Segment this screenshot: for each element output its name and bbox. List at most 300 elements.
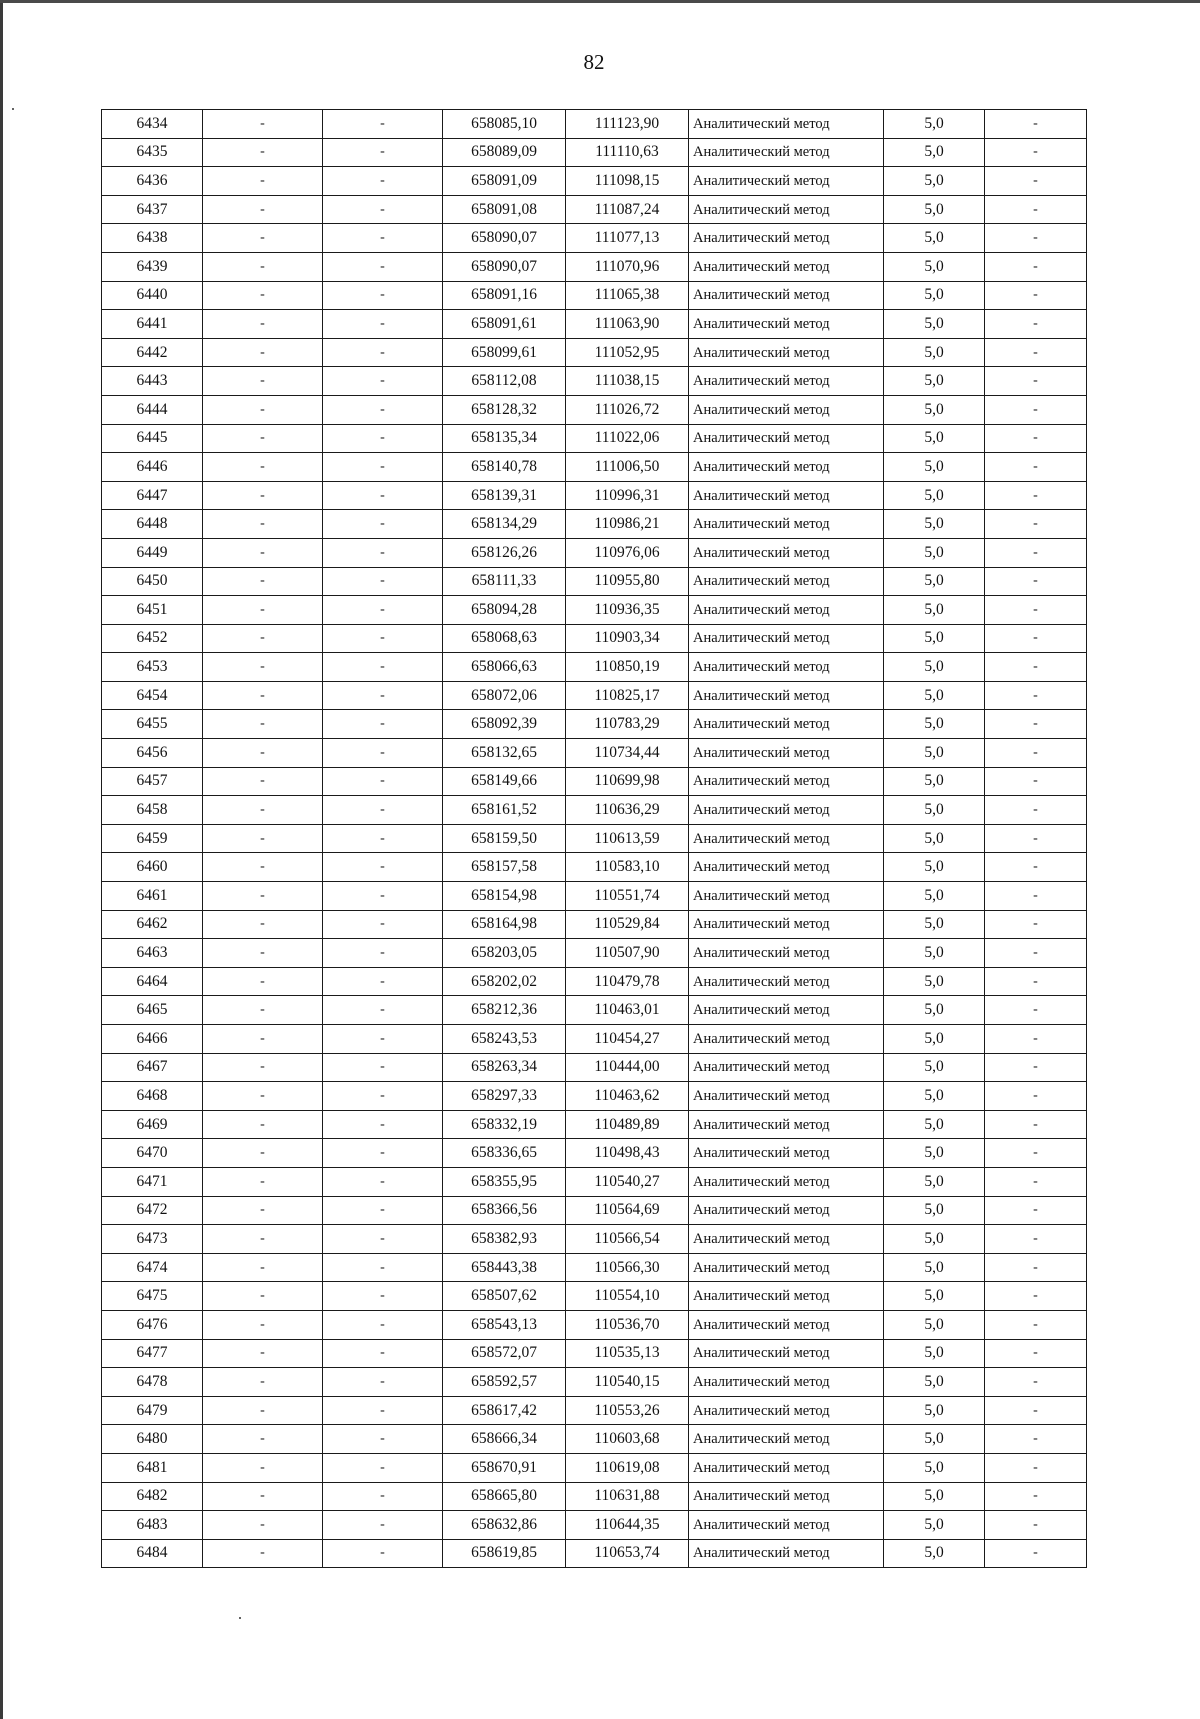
cell-empty-dash: - bbox=[985, 1110, 1087, 1139]
cell-method: Аналитический метод bbox=[689, 624, 884, 653]
cell-point-number: 6484 bbox=[102, 1539, 203, 1568]
cell-accuracy: 5,0 bbox=[884, 767, 985, 796]
cell-accuracy: 5,0 bbox=[884, 1253, 985, 1282]
cell-method: Аналитический метод bbox=[689, 1139, 884, 1168]
cell-empty-dash: - bbox=[323, 1110, 443, 1139]
cell-empty-dash: - bbox=[985, 1482, 1087, 1511]
cell-coordinate-y: 110699,98 bbox=[566, 767, 689, 796]
cell-method: Аналитический метод bbox=[689, 1053, 884, 1082]
cell-coordinate-y: 110489,89 bbox=[566, 1110, 689, 1139]
cell-coordinate-x: 658099,61 bbox=[443, 338, 566, 367]
cell-empty-dash: - bbox=[323, 596, 443, 625]
cell-method: Аналитический метод bbox=[689, 195, 884, 224]
cell-empty-dash: - bbox=[323, 453, 443, 482]
cell-coordinate-y: 110540,15 bbox=[566, 1368, 689, 1397]
cell-accuracy: 5,0 bbox=[884, 1053, 985, 1082]
cell-empty-dash: - bbox=[203, 1196, 323, 1225]
cell-accuracy: 5,0 bbox=[884, 281, 985, 310]
table-row bbox=[102, 310, 1087, 339]
cell-empty-dash: - bbox=[203, 939, 323, 968]
cell-coordinate-y: 110996,31 bbox=[566, 481, 689, 510]
cell-method: Аналитический метод bbox=[689, 1368, 884, 1397]
cell-coordinate-x: 658263,34 bbox=[443, 1053, 566, 1082]
cell-point-number: 6480 bbox=[102, 1425, 203, 1454]
cell-method: Аналитический метод bbox=[689, 939, 884, 968]
cell-coordinate-x: 658355,95 bbox=[443, 1167, 566, 1196]
cell-accuracy: 5,0 bbox=[884, 310, 985, 339]
cell-empty-dash: - bbox=[985, 1082, 1087, 1111]
table-row bbox=[102, 596, 1087, 625]
table-row bbox=[102, 996, 1087, 1025]
cell-empty-dash: - bbox=[323, 939, 443, 968]
cell-empty-dash: - bbox=[985, 710, 1087, 739]
cell-empty-dash: - bbox=[985, 1310, 1087, 1339]
cell-empty-dash: - bbox=[985, 796, 1087, 825]
cell-method: Аналитический метод bbox=[689, 596, 884, 625]
cell-empty-dash: - bbox=[985, 1167, 1087, 1196]
cell-coordinate-y: 110540,27 bbox=[566, 1167, 689, 1196]
cell-empty-dash: - bbox=[203, 567, 323, 596]
cell-accuracy: 5,0 bbox=[884, 1396, 985, 1425]
cell-empty-dash: - bbox=[203, 653, 323, 682]
cell-accuracy: 5,0 bbox=[884, 882, 985, 911]
cell-coordinate-x: 658161,52 bbox=[443, 796, 566, 825]
cell-accuracy: 5,0 bbox=[884, 538, 985, 567]
cell-coordinate-y: 110479,78 bbox=[566, 967, 689, 996]
cell-empty-dash: - bbox=[985, 510, 1087, 539]
table-row bbox=[102, 1253, 1087, 1282]
cell-empty-dash: - bbox=[203, 138, 323, 167]
cell-empty-dash: - bbox=[203, 1139, 323, 1168]
cell-empty-dash: - bbox=[985, 882, 1087, 911]
cell-empty-dash: - bbox=[203, 1110, 323, 1139]
cell-empty-dash: - bbox=[323, 910, 443, 939]
cell-point-number: 6438 bbox=[102, 224, 203, 253]
cell-method: Аналитический метод bbox=[689, 1453, 884, 1482]
cell-point-number: 6451 bbox=[102, 596, 203, 625]
cell-point-number: 6483 bbox=[102, 1511, 203, 1540]
cell-coordinate-x: 658443,38 bbox=[443, 1253, 566, 1282]
cell-point-number: 6448 bbox=[102, 510, 203, 539]
cell-coordinate-y: 111098,15 bbox=[566, 167, 689, 196]
cell-method: Аналитический метод bbox=[689, 796, 884, 825]
cell-coordinate-x: 658665,80 bbox=[443, 1482, 566, 1511]
table-row bbox=[102, 624, 1087, 653]
table-row bbox=[102, 252, 1087, 281]
table-row bbox=[102, 395, 1087, 424]
cell-empty-dash: - bbox=[985, 1368, 1087, 1397]
cell-accuracy: 5,0 bbox=[884, 1511, 985, 1540]
table-row bbox=[102, 739, 1087, 768]
table-row bbox=[102, 653, 1087, 682]
cell-accuracy: 5,0 bbox=[884, 195, 985, 224]
table-row bbox=[102, 1511, 1087, 1540]
cell-empty-dash: - bbox=[323, 510, 443, 539]
cell-method: Аналитический метод bbox=[689, 1167, 884, 1196]
cell-accuracy: 5,0 bbox=[884, 1225, 985, 1254]
table-row bbox=[102, 167, 1087, 196]
cell-coordinate-x: 658072,06 bbox=[443, 681, 566, 710]
cell-coordinate-y: 111022,06 bbox=[566, 424, 689, 453]
cell-coordinate-y: 110507,90 bbox=[566, 939, 689, 968]
table-row bbox=[102, 710, 1087, 739]
cell-point-number: 6475 bbox=[102, 1282, 203, 1311]
cell-coordinate-y: 110553,26 bbox=[566, 1396, 689, 1425]
cell-coordinate-x: 658382,93 bbox=[443, 1225, 566, 1254]
cell-empty-dash: - bbox=[985, 853, 1087, 882]
cell-accuracy: 5,0 bbox=[884, 681, 985, 710]
cell-coordinate-x: 658094,28 bbox=[443, 596, 566, 625]
cell-empty-dash: - bbox=[203, 481, 323, 510]
table-row bbox=[102, 424, 1087, 453]
coordinates-table-body bbox=[102, 110, 1087, 1568]
cell-empty-dash: - bbox=[985, 1539, 1087, 1568]
cell-coordinate-y: 110653,74 bbox=[566, 1539, 689, 1568]
cell-coordinate-y: 110976,06 bbox=[566, 538, 689, 567]
table-row bbox=[102, 1110, 1087, 1139]
cell-empty-dash: - bbox=[323, 653, 443, 682]
cell-empty-dash: - bbox=[203, 424, 323, 453]
cell-point-number: 6440 bbox=[102, 281, 203, 310]
cell-point-number: 6443 bbox=[102, 367, 203, 396]
cell-method: Аналитический метод bbox=[689, 1339, 884, 1368]
cell-point-number: 6473 bbox=[102, 1225, 203, 1254]
cell-point-number: 6435 bbox=[102, 138, 203, 167]
cell-method: Аналитический метод bbox=[689, 395, 884, 424]
table-row bbox=[102, 967, 1087, 996]
table-row bbox=[102, 1368, 1087, 1397]
cell-method: Аналитический метод bbox=[689, 824, 884, 853]
cell-empty-dash: - bbox=[323, 967, 443, 996]
cell-empty-dash: - bbox=[323, 1482, 443, 1511]
cell-empty-dash: - bbox=[203, 1310, 323, 1339]
cell-coordinate-y: 110850,19 bbox=[566, 653, 689, 682]
table-row bbox=[102, 1339, 1087, 1368]
cell-method: Аналитический метод bbox=[689, 424, 884, 453]
cell-empty-dash: - bbox=[203, 252, 323, 281]
cell-coordinate-x: 658132,65 bbox=[443, 739, 566, 768]
cell-point-number: 6436 bbox=[102, 167, 203, 196]
cell-accuracy: 5,0 bbox=[884, 1025, 985, 1054]
table-row bbox=[102, 824, 1087, 853]
cell-empty-dash: - bbox=[203, 395, 323, 424]
cell-point-number: 6468 bbox=[102, 1082, 203, 1111]
cell-point-number: 6462 bbox=[102, 910, 203, 939]
table-row bbox=[102, 681, 1087, 710]
cell-empty-dash: - bbox=[203, 510, 323, 539]
cell-method: Аналитический метод bbox=[689, 252, 884, 281]
cell-point-number: 6479 bbox=[102, 1396, 203, 1425]
cell-accuracy: 5,0 bbox=[884, 424, 985, 453]
cell-coordinate-x: 658666,34 bbox=[443, 1425, 566, 1454]
cell-coordinate-x: 658159,50 bbox=[443, 824, 566, 853]
cell-empty-dash: - bbox=[323, 882, 443, 911]
cell-point-number: 6457 bbox=[102, 767, 203, 796]
cell-coordinate-y: 111070,96 bbox=[566, 252, 689, 281]
cell-coordinate-y: 110463,62 bbox=[566, 1082, 689, 1111]
cell-coordinate-x: 658128,32 bbox=[443, 395, 566, 424]
table-row bbox=[102, 1482, 1087, 1511]
cell-point-number: 6454 bbox=[102, 681, 203, 710]
cell-empty-dash: - bbox=[323, 1025, 443, 1054]
cell-empty-dash: - bbox=[985, 567, 1087, 596]
cell-empty-dash: - bbox=[203, 1368, 323, 1397]
cell-empty-dash: - bbox=[203, 1339, 323, 1368]
table-row bbox=[102, 796, 1087, 825]
cell-method: Аналитический метод bbox=[689, 338, 884, 367]
cell-coordinate-x: 658670,91 bbox=[443, 1453, 566, 1482]
cell-coordinate-x: 658068,63 bbox=[443, 624, 566, 653]
cell-coordinate-y: 110825,17 bbox=[566, 681, 689, 710]
cell-empty-dash: - bbox=[985, 939, 1087, 968]
cell-empty-dash: - bbox=[203, 338, 323, 367]
cell-method: Аналитический метод bbox=[689, 681, 884, 710]
cell-method: Аналитический метод bbox=[689, 367, 884, 396]
cell-empty-dash: - bbox=[203, 1539, 323, 1568]
cell-point-number: 6434 bbox=[102, 110, 203, 139]
cell-coordinate-x: 658336,65 bbox=[443, 1139, 566, 1168]
table-row bbox=[102, 1082, 1087, 1111]
cell-empty-dash: - bbox=[985, 481, 1087, 510]
cell-coordinate-y: 110444,00 bbox=[566, 1053, 689, 1082]
cell-empty-dash: - bbox=[985, 1139, 1087, 1168]
cell-empty-dash: - bbox=[203, 1425, 323, 1454]
cell-coordinate-x: 658091,09 bbox=[443, 167, 566, 196]
cell-coordinate-x: 658090,07 bbox=[443, 224, 566, 253]
cell-accuracy: 5,0 bbox=[884, 1339, 985, 1368]
cell-method: Аналитический метод bbox=[689, 510, 884, 539]
cell-coordinate-y: 110631,88 bbox=[566, 1482, 689, 1511]
cell-method: Аналитический метод bbox=[689, 1196, 884, 1225]
cell-coordinate-y: 111087,24 bbox=[566, 195, 689, 224]
cell-point-number: 6461 bbox=[102, 882, 203, 911]
cell-coordinate-x: 658507,62 bbox=[443, 1282, 566, 1311]
cell-point-number: 6452 bbox=[102, 624, 203, 653]
cell-empty-dash: - bbox=[985, 967, 1087, 996]
cell-coordinate-x: 658139,31 bbox=[443, 481, 566, 510]
cell-point-number: 6456 bbox=[102, 739, 203, 768]
cell-accuracy: 5,0 bbox=[884, 1539, 985, 1568]
cell-coordinate-x: 658091,61 bbox=[443, 310, 566, 339]
cell-accuracy: 5,0 bbox=[884, 510, 985, 539]
cell-accuracy: 5,0 bbox=[884, 167, 985, 196]
cell-method: Аналитический метод bbox=[689, 1253, 884, 1282]
cell-coordinate-x: 658297,33 bbox=[443, 1082, 566, 1111]
cell-method: Аналитический метод bbox=[689, 138, 884, 167]
cell-point-number: 6474 bbox=[102, 1253, 203, 1282]
cell-empty-dash: - bbox=[323, 110, 443, 139]
cell-point-number: 6470 bbox=[102, 1139, 203, 1168]
cell-empty-dash: - bbox=[323, 681, 443, 710]
cell-empty-dash: - bbox=[323, 1368, 443, 1397]
cell-method: Аналитический метод bbox=[689, 110, 884, 139]
cell-coordinate-x: 658154,98 bbox=[443, 882, 566, 911]
cell-coordinate-y: 111065,38 bbox=[566, 281, 689, 310]
cell-method: Аналитический метод bbox=[689, 710, 884, 739]
cell-accuracy: 5,0 bbox=[884, 453, 985, 482]
cell-coordinate-y: 111052,95 bbox=[566, 338, 689, 367]
cell-coordinate-y: 111038,15 bbox=[566, 367, 689, 396]
cell-empty-dash: - bbox=[323, 996, 443, 1025]
cell-empty-dash: - bbox=[985, 624, 1087, 653]
cell-empty-dash: - bbox=[203, 1482, 323, 1511]
cell-coordinate-x: 658212,36 bbox=[443, 996, 566, 1025]
cell-accuracy: 5,0 bbox=[884, 1139, 985, 1168]
table-row bbox=[102, 453, 1087, 482]
cell-accuracy: 5,0 bbox=[884, 739, 985, 768]
cell-point-number: 6464 bbox=[102, 967, 203, 996]
cell-accuracy: 5,0 bbox=[884, 395, 985, 424]
table-row bbox=[102, 367, 1087, 396]
cell-point-number: 6444 bbox=[102, 395, 203, 424]
cell-method: Аналитический метод bbox=[689, 653, 884, 682]
table-row bbox=[102, 110, 1087, 139]
cell-accuracy: 5,0 bbox=[884, 596, 985, 625]
cell-method: Аналитический метод bbox=[689, 853, 884, 882]
cell-coordinate-y: 111110,63 bbox=[566, 138, 689, 167]
cell-empty-dash: - bbox=[203, 996, 323, 1025]
cell-coordinate-y: 110936,35 bbox=[566, 596, 689, 625]
cell-method: Аналитический метод bbox=[689, 996, 884, 1025]
table-row bbox=[102, 910, 1087, 939]
cell-method: Аналитический метод bbox=[689, 538, 884, 567]
cell-empty-dash: - bbox=[985, 1396, 1087, 1425]
cell-empty-dash: - bbox=[203, 624, 323, 653]
cell-empty-dash: - bbox=[203, 310, 323, 339]
cell-accuracy: 5,0 bbox=[884, 967, 985, 996]
cell-coordinate-x: 658243,53 bbox=[443, 1025, 566, 1054]
cell-coordinate-x: 658085,10 bbox=[443, 110, 566, 139]
cell-coordinate-x: 658203,05 bbox=[443, 939, 566, 968]
cell-accuracy: 5,0 bbox=[884, 338, 985, 367]
cell-accuracy: 5,0 bbox=[884, 1110, 985, 1139]
cell-empty-dash: - bbox=[985, 1025, 1087, 1054]
cell-point-number: 6481 bbox=[102, 1453, 203, 1482]
cell-method: Аналитический метод bbox=[689, 1282, 884, 1311]
cell-empty-dash: - bbox=[323, 481, 443, 510]
cell-accuracy: 5,0 bbox=[884, 710, 985, 739]
cell-coordinate-y: 111063,90 bbox=[566, 310, 689, 339]
cell-coordinate-x: 658091,16 bbox=[443, 281, 566, 310]
cell-method: Аналитический метод bbox=[689, 882, 884, 911]
cell-coordinate-y: 110463,01 bbox=[566, 996, 689, 1025]
cell-empty-dash: - bbox=[323, 739, 443, 768]
cell-empty-dash: - bbox=[203, 824, 323, 853]
table-row bbox=[102, 1453, 1087, 1482]
cell-empty-dash: - bbox=[985, 424, 1087, 453]
table-row bbox=[102, 1196, 1087, 1225]
cell-coordinate-y: 110955,80 bbox=[566, 567, 689, 596]
cell-coordinate-y: 110636,29 bbox=[566, 796, 689, 825]
cell-empty-dash: - bbox=[985, 338, 1087, 367]
cell-accuracy: 5,0 bbox=[884, 367, 985, 396]
cell-coordinate-y: 111006,50 bbox=[566, 453, 689, 482]
cell-accuracy: 5,0 bbox=[884, 138, 985, 167]
cell-empty-dash: - bbox=[203, 367, 323, 396]
cell-coordinate-x: 658135,34 bbox=[443, 424, 566, 453]
cell-empty-dash: - bbox=[985, 110, 1087, 139]
cell-empty-dash: - bbox=[203, 281, 323, 310]
cell-point-number: 6460 bbox=[102, 853, 203, 882]
cell-coordinate-y: 111077,13 bbox=[566, 224, 689, 253]
cell-method: Аналитический метод bbox=[689, 453, 884, 482]
cell-coordinate-x: 658091,08 bbox=[443, 195, 566, 224]
cell-empty-dash: - bbox=[985, 596, 1087, 625]
table-row bbox=[102, 1396, 1087, 1425]
cell-empty-dash: - bbox=[203, 167, 323, 196]
cell-coordinate-y: 110536,70 bbox=[566, 1310, 689, 1339]
cell-coordinate-x: 658126,26 bbox=[443, 538, 566, 567]
cell-accuracy: 5,0 bbox=[884, 252, 985, 281]
cell-empty-dash: - bbox=[203, 1253, 323, 1282]
cell-empty-dash: - bbox=[985, 1425, 1087, 1454]
cell-empty-dash: - bbox=[203, 1453, 323, 1482]
table-row bbox=[102, 1053, 1087, 1082]
cell-method: Аналитический метод bbox=[689, 281, 884, 310]
cell-point-number: 6442 bbox=[102, 338, 203, 367]
cell-method: Аналитический метод bbox=[689, 567, 884, 596]
cell-point-number: 6482 bbox=[102, 1482, 203, 1511]
table-row bbox=[102, 1282, 1087, 1311]
cell-coordinate-y: 111026,72 bbox=[566, 395, 689, 424]
table-row bbox=[102, 939, 1087, 968]
cell-empty-dash: - bbox=[985, 910, 1087, 939]
cell-point-number: 6467 bbox=[102, 1053, 203, 1082]
table-row bbox=[102, 1167, 1087, 1196]
cell-coordinate-y: 110554,10 bbox=[566, 1282, 689, 1311]
cell-empty-dash: - bbox=[323, 1511, 443, 1540]
cell-coordinate-x: 658543,13 bbox=[443, 1310, 566, 1339]
cell-method: Аналитический метод bbox=[689, 1225, 884, 1254]
cell-point-number: 6445 bbox=[102, 424, 203, 453]
cell-empty-dash: - bbox=[323, 281, 443, 310]
cell-empty-dash: - bbox=[985, 1339, 1087, 1368]
cell-coordinate-y: 110644,35 bbox=[566, 1511, 689, 1540]
cell-accuracy: 5,0 bbox=[884, 1368, 985, 1397]
cell-coordinate-x: 658592,57 bbox=[443, 1368, 566, 1397]
cell-empty-dash: - bbox=[203, 538, 323, 567]
cell-coordinate-x: 658092,39 bbox=[443, 710, 566, 739]
cell-method: Аналитический метод bbox=[689, 1396, 884, 1425]
cell-coordinate-x: 658572,07 bbox=[443, 1339, 566, 1368]
cell-empty-dash: - bbox=[323, 195, 443, 224]
cell-coordinate-x: 658366,56 bbox=[443, 1196, 566, 1225]
cell-coordinate-x: 658617,42 bbox=[443, 1396, 566, 1425]
cell-empty-dash: - bbox=[985, 310, 1087, 339]
cell-empty-dash: - bbox=[203, 710, 323, 739]
cell-coordinate-x: 658066,63 bbox=[443, 653, 566, 682]
cell-empty-dash: - bbox=[203, 739, 323, 768]
cell-empty-dash: - bbox=[985, 1253, 1087, 1282]
cell-coordinate-y: 111123,90 bbox=[566, 110, 689, 139]
cell-empty-dash: - bbox=[985, 996, 1087, 1025]
table-row bbox=[102, 1025, 1087, 1054]
cell-method: Аналитический метод bbox=[689, 1082, 884, 1111]
cell-empty-dash: - bbox=[323, 424, 443, 453]
cell-method: Аналитический метод bbox=[689, 1511, 884, 1540]
cell-coordinate-x: 658112,08 bbox=[443, 367, 566, 396]
cell-empty-dash: - bbox=[323, 1082, 443, 1111]
cell-method: Аналитический метод bbox=[689, 910, 884, 939]
cell-empty-dash: - bbox=[203, 853, 323, 882]
cell-empty-dash: - bbox=[985, 138, 1087, 167]
cell-empty-dash: - bbox=[203, 1396, 323, 1425]
cell-empty-dash: - bbox=[323, 796, 443, 825]
cell-empty-dash: - bbox=[323, 252, 443, 281]
cell-coordinate-y: 110535,13 bbox=[566, 1339, 689, 1368]
cell-point-number: 6477 bbox=[102, 1339, 203, 1368]
cell-point-number: 6446 bbox=[102, 453, 203, 482]
